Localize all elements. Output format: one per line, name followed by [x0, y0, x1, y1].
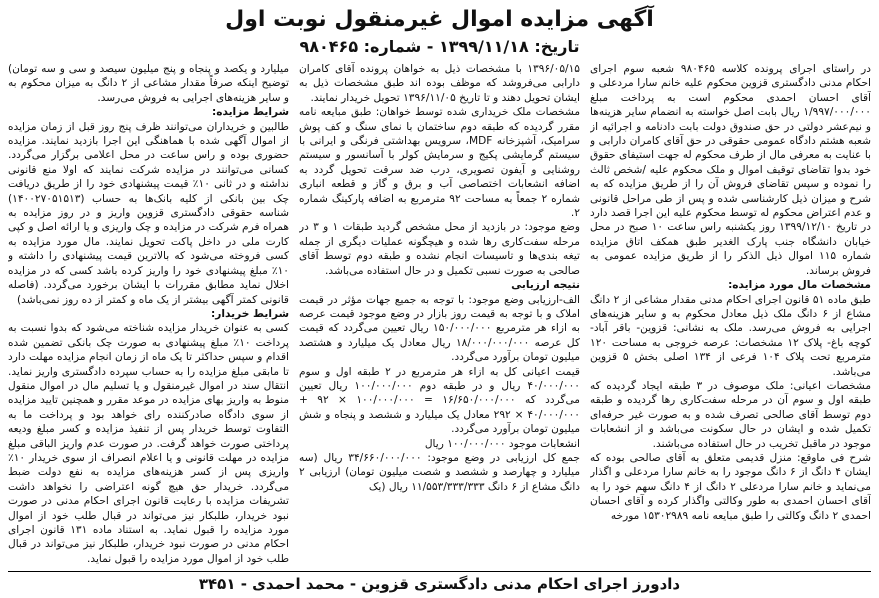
column-middle: [299, 62, 580, 572]
heading-valuation: نتیجه ارزیابی: [511, 279, 580, 292]
column-left: [8, 62, 289, 572]
paragraph-sale-date: ۱۳۹۶/۰۵/۱۵ با مشخصات ذیل به خواهان پرونده آقای کامران دارابی می‌فروشد که موظف بوده اند طبق مشخصات ذیل به ایشان تحویل دهند و تا تاریخ ۱۳۹۶/۱۱/۰۵ تحویل خریدار نمایند.: [299, 63, 580, 104]
heading-buyer-terms: شرایط خریدار:: [211, 307, 289, 320]
paragraph-building-specs: مشخصات اعیانی: ملک موصوف در ۳ طبقه ایجاد گردیده که طبقه اول و سوم آن در مرحله سفت‌کاری رها گردیده و طبقه دوم توسط آقای صالحی تصرف شده و به صورت غیر حرفه‌ای تکمیل شده و ایشان در حال سکونت می‌باشد و از انشعابات موجود در ماقبل تخریب در حال استفاده می‌باشند.: [590, 379, 871, 450]
paragraph-purchased-specs: مشخصات ملک خریداری شده توسط خواهان: طبق مبایعه نامه مقرر گردیده که طبقه دوم ساختمان با نمای سنگ و کف پوش سرامیک، آشپزخانه MDF، سرویس بهداشتی فرنگی و ایرانی با سیستم گرمایشی پکیج و سرمایش کولر با آسانسور و سیستم روشنایی و آیفون تصویری، درب ضد سرقت تحویل گردد به اضافه انشعابات اختصاصی آب و برق و گاز و قطعه انباری شماره ۲ جمعاً به مساحت ۹۲ مترمربع به اضافه پارکینگ شماره ۲.: [299, 106, 580, 220]
notice-signature: دادورز اجرای احکام مدنی دادگستری قزوین - محمد احمدی - ۳۴۵۱: [8, 571, 871, 594]
notice-date-number: تاریخ: ۱۳۹۹/۱۱/۱۸ - شماره: ۹۸۰۴۶۵: [299, 37, 580, 56]
paragraph-buyer-terms: کسی به عنوان خریدار مزایده شناخته می‌شود که بدوا نسبت به پرداخت ۱۰٪ مبلغ پیشنهادی به صورت چک بانکی تضمین شده اقدام و سپس حداکثر تا یک ماه از زمان انجام مزایده مهلت دارد تا مابقی مبلغ مزایده را به حساب سپرده دادگستری واریز نماید. انتقال سند در اموال غیرمنقول و یا تسلیم مال در اموال منقول منوط به واریز بهای مزایده در موعد مقرر و همچنین تایید مزایده از سوی دادگاه صادرکننده رای خواهد بود و پرداخت ما به التفاوت توسط خریدار پس از تنفیذ مزایده و کسر مبلغ ودیعه پرداختی صورت خواهد گرفت. در صورت عدم واریز الباقی مبلغ مزایده در مهلت قانونی و یا اعلام انصراف از سوی خریدار ۱۰٪ واریزی پس از کسر هزینه‌های مزایده به نفع دولت ضبط می‌گردد. خریدار حق هیچ گونه اعتراضی را نخواهد داشت تشریفات مزایده با رعایت قانون اجرای احکام مدنی در صورت نبود خریدار، طلبکار نیز می‌تواند در قبال طلب خود از اموال مورد مزایده را قبول نماید. به استناد ماده ۱۳۱ قانون اجرای احکام مدنی در صورت نبود خریدار، طلبکار نیز می‌تواند در قبال طلب خود از اموال مورد مزایده را قبول نماید.: [8, 322, 289, 565]
paragraph-valuation-continued: میلیارد و یکصد و پنجاه و پنج میلیون سیصد و سی و سه تومان) توضیح اینکه صرفاً مقدار مشاعی از ۲ دانگ به میزان محکوم به و سایر هزینه‌های اجرایی به فروش می‌رسد.: [8, 63, 289, 104]
paragraph-utilities: انشعابات موجود ۱۰۰/۰۰۰/۰۰۰ ریال: [424, 437, 580, 450]
notice-columns: [8, 62, 871, 572]
column-right: [590, 62, 871, 572]
paragraph-intro: در راستای اجرای پرونده کلاسه ۹۸۰۴۶۵ شعبه سوم اجرای احکام مدنی دادگستری قزوین محکوم علیه خانم سارا مردعلی و آقای احسان احمدی محکوم است به پرداخت مبلغ ۱/۹۹۷/۰۰۰/۰۰۰ ریال بابت اصل خواسته به انضمام سایر هزینه‌ها و نیم‌عشر دولتی در حق صندوق دولت بابت دادنامه و اجرائیه از شعبه هشتم دادگاه عمومی حقوقی در حق آقای کامران دارابی و با عنایت به معرفی مال از طرف محکوم له جهت استیفای حقوق خود بدوا تقاضای توقیف اموال و ملک محکوم علیه /شخص ثالث را نموده و سپس تقاضای فروش آن را از طریق مزایده که به شرح و میزان ذیل کارشناسی شده و پس از طی مراحل قانونی و عدم اعتراض محکوم له توسط محکوم علیه این اجرا قصد دارد در تاریخ ۱۳۹۹/۱۲/۱۰ روز یکشنبه راس ساعت ۱۰ صبح در محل خیابان دانشگاه جنب پارک الغدیر طبق همکف اتاق مزایده شماره ۱۱۵ اموال ذیل الذکر را از طریق مزایده عمومی به فروش برساند.: [590, 63, 871, 277]
paragraph-current-state: وضع موجود: در بازدید از محل مشخص گردید طبقات ۱ و ۳ در مرحله سفت‌کاری رها شده و هیچگونه عملیات دیگری از جمله تیغه بندی‌ها و تاسیسات انجام نشده و طبقه دوم توسط آقای صالحی به صورت نسبی تکمیل و در حال استفاده می‌باشد.: [299, 221, 580, 277]
paragraph-background: شرح فی ماوقع: منزل قدیمی متعلق به آقای صالحی بوده که ایشان ۴ دانگ از ۶ دانگ موجود را به خانم سارا مردعلی و اگذار می‌نماید و خانم سارا مردعلی ۲ دانگ از ۴ دانگ سهم خود را به آقای احسان احمدی به طور وکالتی واگذار کرده و آقای احسان احمدی ۲ دانگ وکالتی را طبق مبایعه نامه ۱۵۳۰۲۹۸۹ مورخه: [590, 451, 871, 522]
paragraph-building-valuation: قیمت اعیانی کل به ازاء هر مترمربع در ۲ طبقه اول و سوم ۴۰/۰۰۰/۰۰۰ ریال و در طبقه دوم ۱۰۰/۰۰۰/۰۰۰ ریال تعیین می‌گردد که ۱۶/۶۵۰/۰۰۰/۰۰۰ = ۱۰۰/۰۰۰/۰۰۰ × ۹۲ + ۴۰/۰۰۰/۰۰۰ × ۲۹۲ معادل یک میلیارد و ششصد و پنجاه و شش میلیون تومان برآورد می‌گردد.: [299, 365, 580, 436]
paragraph-auction-terms: طالبین و خریداران می‌توانند ظرف پنج روز قبل از زمان مزایده از اموال آگهی شده با هماهنگی این اجرا بازدید نمایند. مزایده حضوری بوده و راس ساعت در محل اعلامی برگزار می‌گردد. کسانی می‌توانند در مزایده شرکت نمایند که اولا منع قانونی نداشته و در ثانی ۱۰٪ قیمت پیشنهادی خود را از طریق دریافت چک بین بانکی از کلیه بانک‌ها به حساب (۱۴۰۰۲۷۰۵۱۵۱۳) شناسه حقوقی دادگستری قزوین واریز و در روز مزایده به همراه فرم شرکت در مزایده و چک واریزی و یا ارائه اصل و کپی کارت ملی در داخل پاکت تحویل نمایند. مال مورد مزایده به کسی فروخته می‌شود که بالاترین قیمت پیشنهادی را داشته و ۱۰٪ مبلغ پیشنهادی خود را واریز کرده باشد کسی که در مزایده اخلال نماید مطابق مقررات با ایشان برخورد می‌گردد. (فاصله قانونی کمتر آگهی بیشتر از یک ماه و کمتر از ده روز نمی‌باشد): [8, 120, 289, 306]
paragraph-total-valuation: جمع کل ارزیابی در وضع موجود: ۳۴/۶۶۰/۰۰۰/۰۰۰ ریال (سه میلیارد و چهارصد و ششصد و شصت میلیون تومان) ارزیابی ۲ دانگ مشاع از ۶ دانگ ۱۱/۵۵۳/۳۳۳/۳۳۳ ریال (یک: [299, 451, 580, 493]
paragraph-property-specs: طبق ماده ۵۱ قانون اجرای احکام مدنی مقدار مشاعی از ۲ دانگ مشاع از ۶ دانگ ملک ذیل معادل محکوم به و سایر هزینه‌های اجرایی به فروش می‌رسد. ملک به نشانی: قزوین- باقر آباد- کوچه باغ- پلاک ۱۲ مشخصات: عرصه خروجی به مساحت ۱۲۰ مترمربع تحت پلاک ۱۰۴ فرعی از ۱۳۴ اصلی بخش ۵ قزوین می‌باشد.: [590, 293, 871, 378]
notice-title: آگهی مزایده اموال غیرمنقول نوبت اول: [225, 7, 654, 32]
heading-property-specs: مشخصات مال مورد مزایده:: [728, 279, 871, 292]
paragraph-land-valuation: الف-ارزیابی وضع موجود: با توجه به جمیع جهات مؤثر در قیمت املاک و با توجه به قیمت روز بازار در وضع موجود قیمت عرصه به ازاء هر مترمربع ۱۵۰/۰۰۰/۰۰۰ ریال تعیین می‌گردد که قیمت کل عرصه ۱۸/۰۰۰/۰۰۰/۰۰۰ ریال معادل یک میلیارد و هشتصد میلیون تومان برآورد می‌گردد.: [299, 293, 580, 364]
heading-auction-terms: شرایط مزایده:: [211, 106, 289, 119]
